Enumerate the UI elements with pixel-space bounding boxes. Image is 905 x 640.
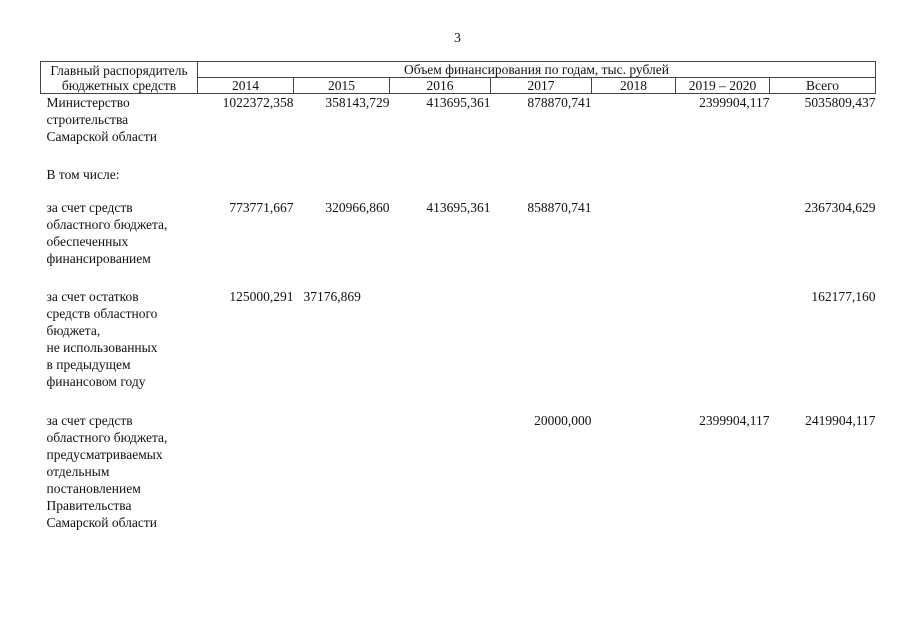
table-row-ministry xyxy=(41,94,876,166)
financing-table xyxy=(40,61,876,534)
table-row-funded xyxy=(41,199,876,288)
cell-2018 xyxy=(592,288,676,412)
header-year-2014: 2014 xyxy=(198,78,294,94)
cell-2019-2020 xyxy=(676,288,770,412)
cell-2014 xyxy=(198,412,294,534)
row-name-line: В том числе: xyxy=(46,166,120,182)
cell-2015 xyxy=(294,412,390,534)
row-name-line: Самарской области xyxy=(46,514,158,530)
cell-total: 2367304,629 xyxy=(804,199,876,215)
row-name-line: бюджета, xyxy=(46,322,101,338)
row-name-line: за счет средств xyxy=(46,199,133,215)
cell-2016 xyxy=(390,412,491,534)
row-name xyxy=(41,199,198,288)
cell-2014: 125000,291 xyxy=(229,288,294,304)
page-number: 3 xyxy=(454,30,461,45)
row-name-line: Самарской области xyxy=(46,129,158,144)
table-row-resolution xyxy=(41,412,876,534)
cell-2016: 413695,361 xyxy=(426,199,491,215)
header-year-2017: 2017 xyxy=(491,78,592,94)
cell-total: 5035809,437 xyxy=(804,95,876,110)
row-name-line: областного бюджета, xyxy=(46,429,168,445)
row-name-line: отдельным xyxy=(46,463,110,479)
header-year-2019-2020: 2019 – 2020 xyxy=(676,78,770,94)
cell-2014: 1022372,358 xyxy=(222,95,294,110)
cell-2019-2020 xyxy=(676,166,770,199)
table-row-remainders xyxy=(41,288,876,412)
row-name-line: постановлением xyxy=(46,480,141,496)
row-name xyxy=(41,166,198,199)
row-name-line: обеспеченных xyxy=(46,233,129,249)
row-name-line: финансовом году xyxy=(46,373,146,389)
row-name xyxy=(41,288,198,412)
cell-total: 2419904,117 xyxy=(805,412,876,428)
cell-2015: 37176,869 xyxy=(303,288,361,304)
row-name-line: в предыдущем xyxy=(46,356,131,372)
cell-2019-2020: 2399904,117 xyxy=(699,412,770,428)
header-year-2015: 2015 xyxy=(294,78,390,94)
cell-total: 162177,160 xyxy=(811,288,876,304)
cell-2014: 773771,667 xyxy=(229,199,294,215)
row-name-line: строительства xyxy=(46,112,129,127)
cell-2015: 320966,860 xyxy=(325,199,390,215)
cell-2016: 413695,361 xyxy=(426,95,491,110)
row-name-line: финансированием xyxy=(46,250,151,266)
cell-2017 xyxy=(491,166,592,199)
row-name-line: предусматриваемых xyxy=(46,446,163,462)
table-row-including xyxy=(41,166,876,199)
cell-2015: 358143,729 xyxy=(325,95,390,110)
cell-2016 xyxy=(390,166,491,199)
cell-2017 xyxy=(491,288,592,412)
cell-2019-2020 xyxy=(676,199,770,288)
row-name xyxy=(41,94,198,166)
cell-2015 xyxy=(294,166,390,199)
row-name-line: средств областного xyxy=(46,305,158,321)
row-name-line: за счет остатков xyxy=(46,288,139,304)
cell-2018 xyxy=(592,412,676,534)
header-year-2018: 2018 xyxy=(592,78,676,94)
cell-2017: 20000,000 xyxy=(534,412,592,428)
header-year-2016: 2016 xyxy=(390,78,491,94)
cell-2018 xyxy=(592,166,676,199)
row-name-line: Правительства xyxy=(46,497,132,513)
cell-2016 xyxy=(390,288,491,412)
cell-2018 xyxy=(592,199,676,288)
header-total: Всего xyxy=(770,78,876,94)
cell-2019-2020: 2399904,117 xyxy=(699,95,770,110)
header-group: Объем финансирования по годам, тыс. рублей xyxy=(198,62,876,78)
header-lead: Главный распорядитель бюджетных средств xyxy=(41,62,198,94)
row-name xyxy=(41,412,198,534)
row-name-line: за счет средств xyxy=(46,412,133,428)
cell-2014 xyxy=(198,166,294,199)
cell-2017: 858870,741 xyxy=(527,199,592,215)
row-name-line: не использованных xyxy=(46,339,158,355)
row-name-line: Министерство xyxy=(46,95,130,110)
cell-2018 xyxy=(592,94,676,166)
cell-total xyxy=(770,166,876,199)
row-name-line: областного бюджета, xyxy=(46,216,168,232)
cell-2017: 878870,741 xyxy=(527,95,592,110)
